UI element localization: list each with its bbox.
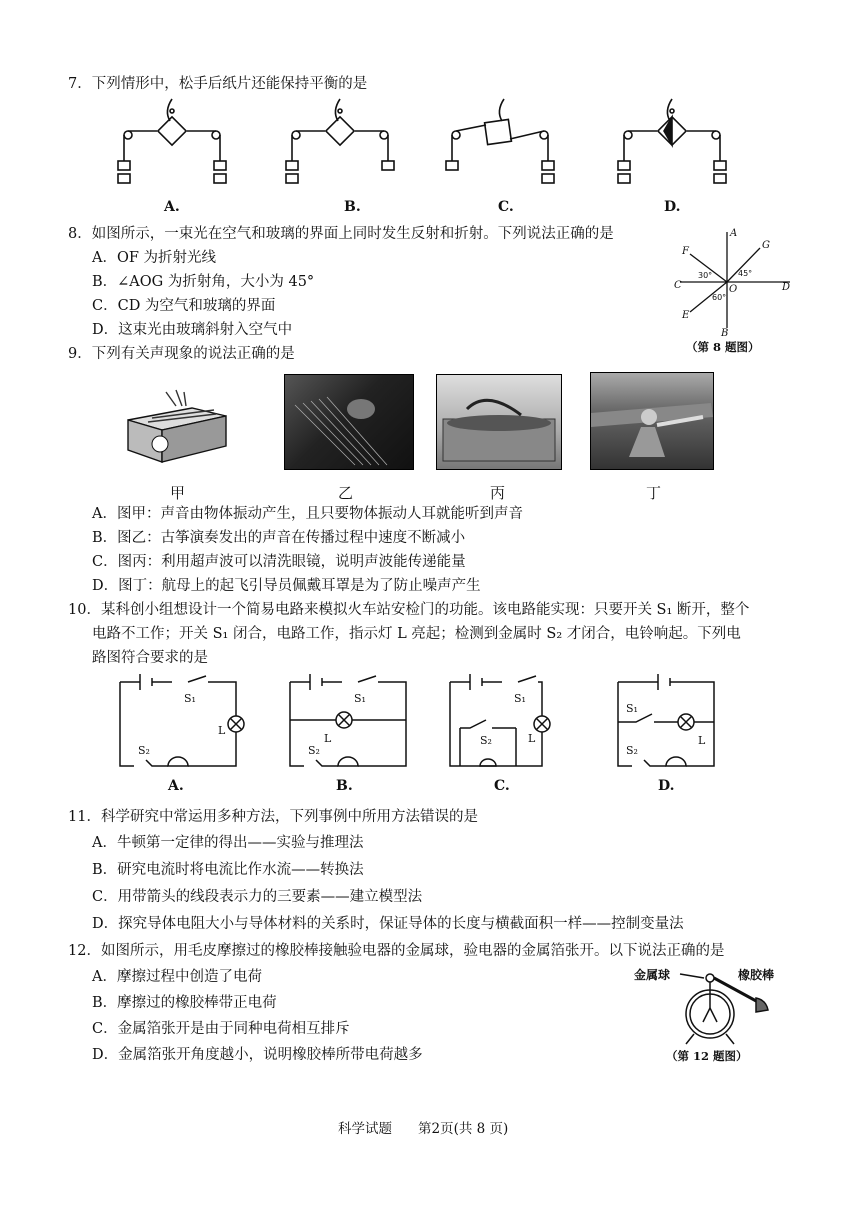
q9-image-jia bbox=[122, 378, 232, 470]
q12-stem: 12．如图所示，用毛皮摩擦过的橡胶棒接触验电器的金属球，验电器的金属箔张开。以下说法正确的是 bbox=[68, 943, 725, 959]
q8-option-c: C．CD 为空气和玻璃的界面 bbox=[92, 298, 276, 314]
q12-option-a: A．摩擦过程中创造了电荷 bbox=[92, 969, 262, 985]
q10-stem-line3: 路图符合要求的是 bbox=[92, 650, 208, 666]
q11-option-b: B．研究电流时将电流比作水流——转换法 bbox=[92, 862, 364, 878]
q9-image-bing bbox=[436, 374, 562, 470]
q8-option-b: B．∠AOG 为折射角，大小为 45° bbox=[92, 274, 315, 290]
q10-c-lamp: L bbox=[528, 732, 536, 745]
q8-label-o: O bbox=[729, 284, 738, 295]
q12-label-rod: 橡胶棒 bbox=[738, 968, 775, 982]
q10-label-d: D. bbox=[658, 778, 675, 794]
q7-label-c: C. bbox=[498, 199, 514, 215]
q8-label-c: C bbox=[674, 280, 682, 291]
q8-label-f: F bbox=[682, 246, 689, 257]
q11-option-a: A．牛顿第一定律的得出——实验与推理法 bbox=[92, 835, 364, 851]
q10-circuit-c bbox=[450, 674, 550, 766]
q7-label-d: D. bbox=[664, 199, 681, 215]
q10-b-s1: S₁ bbox=[354, 692, 366, 705]
q12-option-d: D．金属箔张开角度越小，说明橡胶棒所带电荷越多 bbox=[92, 1047, 423, 1063]
q9-stem: 9．下列有关声现象的说法正确的是 bbox=[68, 346, 295, 362]
q8-option-a: A．OF 为折射光线 bbox=[92, 250, 217, 266]
q10-d-s2: S₂ bbox=[626, 744, 638, 757]
q9-option-b: B．图乙：古筝演奏发出的声音在传播过程中速度不断减小 bbox=[92, 530, 466, 546]
q10-a-s1: S₁ bbox=[184, 692, 196, 705]
q11-option-d: D．探究导体电阻大小与导体材料的关系时，保证导体的长度与横截面积一样——控制变量法 bbox=[92, 916, 684, 932]
q9-option-d: D．图丁：航母上的起飞引导员佩戴耳罩是为了防止噪声产生 bbox=[92, 578, 481, 594]
q10-figure bbox=[116, 668, 726, 772]
footer-subject: 科学试题 bbox=[338, 1121, 392, 1137]
q7-option-d-diagram bbox=[618, 99, 726, 183]
q8-label-b: B bbox=[721, 328, 729, 339]
q8-angle-30: 30° bbox=[698, 271, 713, 280]
q7-option-b-diagram bbox=[286, 99, 394, 183]
q10-a-lamp: L bbox=[218, 724, 226, 737]
q10-label-c: C. bbox=[494, 778, 510, 794]
q12-option-c: C．金属箔张开是由于同种电荷相互排斥 bbox=[92, 1021, 350, 1037]
q12-electroscope-figure bbox=[660, 972, 780, 1048]
q8-angle-60: 60° bbox=[712, 293, 727, 302]
q8-option-d: D．这束光由玻璃斜射入空气中 bbox=[92, 322, 293, 338]
q7-stem: 7．下列情形中，松手后纸片还能保持平衡的是 bbox=[68, 76, 368, 92]
q10-d-s1: S₁ bbox=[626, 702, 638, 715]
q10-c-s1: S₁ bbox=[514, 692, 526, 705]
q8-angle-45: 45° bbox=[738, 269, 753, 278]
q10-a-s2: S₂ bbox=[138, 744, 150, 757]
q9-image-ding bbox=[590, 372, 714, 470]
q10-stem-line1: 10．某科创小组想设计一个简易电路来模拟火车站安检门的功能。该电路能实现：只要开关 S₁ 断开，整个 bbox=[68, 602, 750, 618]
q9-label-yi: 乙 bbox=[338, 484, 354, 502]
q8-label-e: E bbox=[682, 310, 690, 321]
footer-page: 第2页(共 8 页) bbox=[418, 1121, 509, 1137]
q7-figure bbox=[100, 95, 740, 195]
q8-stem: 8．如图所示，一束光在空气和玻璃的界面上同时发生反射和折射。下列说法正确的是 bbox=[68, 226, 614, 242]
q9-label-bing: 丙 bbox=[490, 484, 506, 502]
q10-stem-line2: 电路不工作；开关 S₁ 闭合，电路工作，指示灯 L 亮起；检测到金属时 S₂ 才闭合，电铃响起。下列电 bbox=[92, 626, 741, 642]
q9-option-c: C．图丙：利用超声波可以清洗眼镜，说明声波能传递能量 bbox=[92, 554, 466, 570]
q9-image-yi bbox=[284, 374, 414, 470]
q8-caption: （第 8 题图） bbox=[686, 340, 760, 354]
q10-b-lamp: L bbox=[324, 732, 332, 745]
q7-option-c-diagram bbox=[446, 99, 554, 183]
q10-b-s2: S₂ bbox=[308, 744, 320, 757]
q11-option-c: C．用带箭头的线段表示力的三要素——建立模型法 bbox=[92, 889, 423, 905]
q10-label-a: A. bbox=[168, 778, 184, 794]
q9-label-ding: 丁 bbox=[646, 484, 662, 502]
q12-caption: （第 12 题图） bbox=[666, 1049, 748, 1063]
q11-stem: 11．科学研究中常运用多种方法，下列事例中所用方法错误的是 bbox=[68, 809, 478, 825]
q10-c-s2: S₂ bbox=[480, 734, 492, 747]
q8-label-a: A bbox=[730, 228, 738, 239]
q9-label-jia: 甲 bbox=[170, 484, 186, 502]
q7-option-a-diagram bbox=[118, 99, 226, 183]
q10-d-lamp: L bbox=[698, 734, 706, 747]
q12-option-b: B．摩擦过的橡胶棒带正电荷 bbox=[92, 995, 277, 1011]
q8-label-g: G bbox=[762, 240, 770, 251]
q8-label-d: D bbox=[782, 282, 791, 293]
q9-option-a: A．图甲：声音由物体振动产生，且只要物体振动人耳就能听到声音 bbox=[92, 506, 523, 522]
q8-figure bbox=[672, 224, 796, 339]
q10-label-b: B. bbox=[336, 778, 353, 794]
q12-label-ball: 金属球 bbox=[634, 968, 671, 982]
q7-label-a: A. bbox=[164, 199, 180, 215]
q7-label-b: B. bbox=[344, 199, 361, 215]
